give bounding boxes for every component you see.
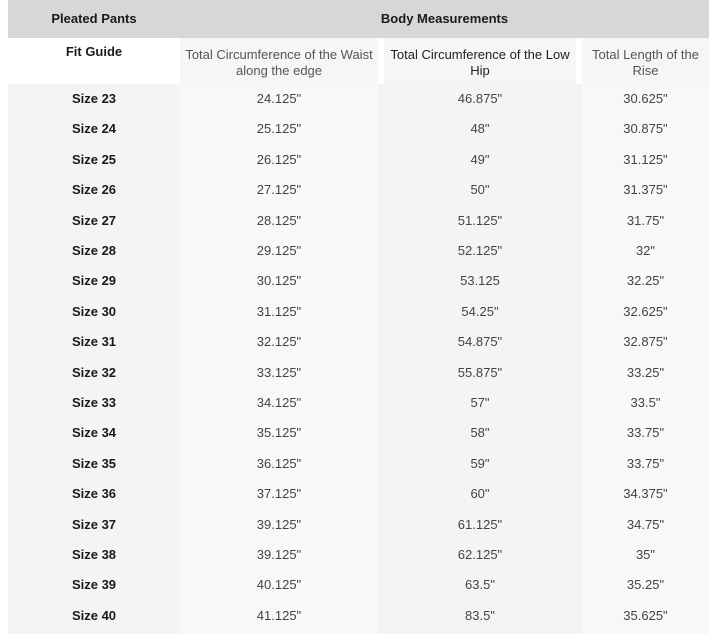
cell-waist: 34.125" bbox=[256, 395, 302, 410]
cell-size: Size 31 bbox=[71, 334, 117, 350]
cell-size: Size 32 bbox=[71, 364, 117, 380]
cell-size: Size 34 bbox=[71, 425, 117, 441]
table-row bbox=[8, 388, 709, 418]
table-row bbox=[8, 84, 709, 114]
cell-waist: 29.125" bbox=[256, 243, 302, 258]
cell-rise: 30.875" bbox=[623, 121, 668, 137]
cell-waist: 36.125" bbox=[256, 455, 302, 471]
column-header-waist bbox=[180, 38, 378, 84]
cell-waist: 35.125" bbox=[256, 425, 302, 441]
cell-size: Size 37 bbox=[71, 516, 117, 532]
table-row bbox=[8, 236, 709, 266]
cell-hip: 61.125" bbox=[457, 516, 503, 532]
cell-rise: 31.375" bbox=[623, 182, 668, 198]
cell-hip: 53.125 bbox=[460, 273, 500, 289]
cell-hip: 63.5" bbox=[465, 577, 495, 593]
cell-waist: 41.125" bbox=[256, 607, 302, 623]
cell-waist: 25.125" bbox=[256, 121, 302, 137]
cell-waist: 24.125" bbox=[256, 91, 302, 106]
table-row bbox=[8, 449, 709, 479]
table-row bbox=[8, 206, 709, 236]
cell-rise: 33.75" bbox=[626, 455, 665, 471]
cell-rise: 34.375" bbox=[623, 486, 668, 502]
cell-rise: 34.75" bbox=[626, 516, 665, 532]
cell-rise: 30.625" bbox=[623, 91, 668, 106]
cell-hip: 59" bbox=[470, 455, 490, 471]
cell-hip: 48" bbox=[470, 121, 490, 137]
table-row bbox=[8, 266, 709, 296]
cell-hip: 49" bbox=[470, 151, 490, 167]
column-header-rise-text: Total Length of the Rise bbox=[592, 47, 699, 78]
fit-guide-label: Fit Guide bbox=[65, 44, 123, 59]
cell-hip: 54.25" bbox=[461, 303, 499, 319]
table-row bbox=[8, 479, 709, 509]
column-header-hip bbox=[384, 38, 576, 84]
cell-rise: 35.25" bbox=[626, 577, 665, 593]
cell-hip: 55.875" bbox=[457, 364, 503, 380]
cell-size: Size 30 bbox=[71, 303, 117, 319]
cell-waist: 26.125" bbox=[256, 151, 302, 167]
cell-rise: 32.875" bbox=[623, 334, 668, 350]
cell-waist: 32.125" bbox=[256, 334, 302, 350]
cell-waist: 39.125" bbox=[256, 547, 302, 562]
cell-size: Size 25 bbox=[71, 151, 117, 167]
table-row bbox=[8, 601, 709, 631]
cell-waist: 40.125" bbox=[256, 577, 302, 593]
table-row bbox=[8, 510, 709, 540]
column-header-waist-text: Total Circumference of the Waist along the edge bbox=[185, 47, 373, 78]
cell-rise: 31.125" bbox=[623, 151, 668, 167]
table-row bbox=[8, 175, 709, 205]
cell-rise: 33.75" bbox=[626, 425, 665, 441]
cell-size: Size 23 bbox=[71, 91, 117, 106]
product-title: Pleated Pants bbox=[51, 11, 137, 26]
cell-rise: 32.625" bbox=[623, 303, 668, 319]
cell-hip: 57" bbox=[470, 395, 490, 410]
table-row bbox=[8, 145, 709, 175]
cell-waist: 37.125" bbox=[256, 486, 302, 502]
cell-hip: 62.125" bbox=[457, 547, 503, 562]
cell-hip: 83.5" bbox=[465, 607, 495, 623]
column-header-rise bbox=[582, 38, 709, 84]
column-header-hip-text: Total Circumference of the Low Hip bbox=[390, 47, 570, 78]
section-title: Body Measurements bbox=[380, 11, 509, 26]
table-row bbox=[8, 540, 709, 570]
cell-size: Size 29 bbox=[71, 273, 117, 289]
cell-hip: 51.125" bbox=[457, 212, 503, 228]
cell-size: Size 38 bbox=[71, 547, 117, 562]
cell-waist: 28.125" bbox=[256, 212, 302, 228]
cell-size: Size 27 bbox=[71, 212, 117, 228]
table-title-bar bbox=[8, 0, 709, 38]
cell-rise: 35" bbox=[635, 547, 656, 562]
table-row bbox=[8, 418, 709, 448]
cell-rise: 32.25" bbox=[626, 273, 665, 289]
table-row bbox=[8, 114, 709, 144]
cell-waist: 27.125" bbox=[256, 182, 302, 198]
cell-size: Size 33 bbox=[71, 395, 117, 410]
cell-size: Size 26 bbox=[71, 182, 117, 198]
cell-hip: 52.125" bbox=[457, 243, 503, 258]
cell-rise: 32" bbox=[635, 243, 656, 258]
cell-rise: 35.625" bbox=[623, 607, 668, 623]
cell-rise: 33.25" bbox=[626, 364, 665, 380]
table-row bbox=[8, 297, 709, 327]
cell-size: Size 39 bbox=[71, 577, 117, 593]
cell-rise: 31.75" bbox=[626, 212, 665, 228]
cell-size: Size 36 bbox=[71, 486, 117, 502]
cell-waist: 39.125" bbox=[256, 516, 302, 532]
table-row bbox=[8, 570, 709, 600]
cell-hip: 54.875" bbox=[457, 334, 503, 350]
cell-hip: 60" bbox=[470, 486, 490, 502]
cell-rise: 33.5" bbox=[630, 395, 661, 410]
cell-waist: 33.125" bbox=[256, 364, 302, 380]
cell-waist: 30.125" bbox=[256, 273, 302, 289]
cell-hip: 58" bbox=[470, 425, 490, 441]
cell-size: Size 28 bbox=[71, 243, 117, 258]
table-row bbox=[8, 327, 709, 357]
cell-size: Size 35 bbox=[71, 455, 117, 471]
table-row bbox=[8, 358, 709, 388]
cell-size: Size 40 bbox=[71, 607, 117, 623]
cell-hip: 46.875" bbox=[457, 91, 503, 106]
cell-hip: 50" bbox=[470, 182, 490, 198]
cell-waist: 31.125" bbox=[256, 303, 302, 319]
fit-guide-header bbox=[8, 38, 180, 84]
cell-size: Size 24 bbox=[71, 121, 117, 137]
